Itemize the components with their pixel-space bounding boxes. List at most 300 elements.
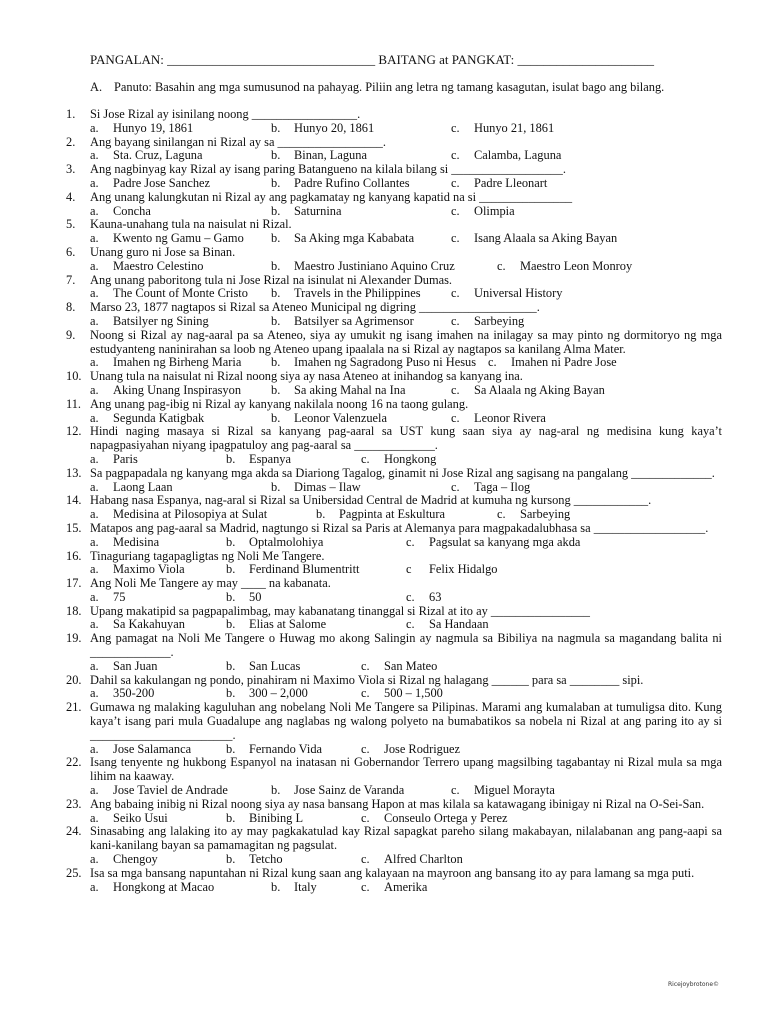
question-14 xyxy=(66,494,722,522)
author-credit: Ricejoybrotone© xyxy=(668,981,720,988)
choice-b xyxy=(226,660,300,674)
question-6 xyxy=(66,246,722,274)
choice-c xyxy=(406,563,498,577)
choice-letter: c. xyxy=(451,783,460,798)
question-stem: Marso 23, 1877 nagtapos si Rizal sa Ateneo Municipal ng digring ___________________. xyxy=(90,300,540,315)
question-stem: Ang unang paboritong tula ni Jose Rizal na isinulat ni Alexander Dumas. xyxy=(90,272,453,287)
question-number: 8. xyxy=(66,300,76,315)
choice-letter: c. xyxy=(451,479,460,494)
choice-text: Concha xyxy=(113,203,151,218)
answer-choices xyxy=(90,481,722,495)
choice-c xyxy=(451,287,562,301)
choice-c xyxy=(497,260,632,274)
choice-text: Leonor Valenzuela xyxy=(294,410,388,425)
question-4 xyxy=(66,191,722,219)
question-22 xyxy=(66,756,722,797)
choice-text: Sta. Cruz, Laguna xyxy=(113,148,203,163)
question-number: 19. xyxy=(66,631,82,646)
answer-choices xyxy=(90,260,722,274)
choice-text: Taga – Ilog xyxy=(474,479,531,494)
choice-letter: b. xyxy=(271,879,281,894)
choice-a xyxy=(90,536,159,550)
question-stem: Isa sa mga bansang napuntahan ni Rizal kung saan ang kalayaan na mayroon ang bansang ito ay para lamang sa mga puti. xyxy=(90,865,695,880)
choice-text: Jose Taviel de Andrade xyxy=(113,783,228,798)
question-5 xyxy=(66,218,722,246)
question-stem: Ang unang kalungkutan ni Rizal ay ang pagkamatay ng kanyang kapatid na si _______________ xyxy=(90,189,573,204)
choice-letter: c. xyxy=(361,686,370,701)
choice-c xyxy=(451,232,617,246)
choice-letter: a. xyxy=(90,258,99,273)
choice-text: Segunda Katigbak xyxy=(113,410,205,425)
answer-choices xyxy=(90,315,722,329)
choice-text: Sa Handaan xyxy=(429,617,489,632)
choice-c xyxy=(451,122,554,136)
question-number: 23. xyxy=(66,796,82,811)
choice-letter: b. xyxy=(271,148,281,163)
choice-text: Calamba, Laguna xyxy=(474,148,562,163)
answer-choices xyxy=(90,687,722,701)
answer-choices xyxy=(90,743,722,757)
question-1 xyxy=(66,108,722,136)
question-stem: Gumawa ng malaking kaguluhan ang nobelang Noli Me Tangere sa Pilipinas. Marami ang kumalaban at tumuligsa dito. Kung kaya’t isang pari mula Guadalupe ang naglabas ng walong polyeto na bumabatikos sa nobela ni Rizal at ang paring ito ay si _______________________. xyxy=(90,700,722,742)
choice-a xyxy=(90,881,214,895)
choice-text: Leonor Rivera xyxy=(474,410,546,425)
choice-text: Universal History xyxy=(474,286,563,301)
choice-text: Pagsulat sa kanyang mga akda xyxy=(429,534,581,549)
choice-text: Miguel Morayta xyxy=(474,783,555,798)
question-11 xyxy=(66,398,722,426)
choice-text: Espanya xyxy=(249,451,291,466)
question-stem: Sa pagpapadala ng kanyang mga akda sa Diariong Tagalog, ginamit ni Jose Rizal ang sagisang na pangalang _____________. xyxy=(90,465,715,480)
answer-choices xyxy=(90,384,722,398)
choice-letter: c. xyxy=(497,507,506,522)
choice-text: Chengoy xyxy=(113,852,158,867)
choice-text: Olimpia xyxy=(474,203,515,218)
instructions xyxy=(90,81,720,95)
question-number: 3. xyxy=(66,162,76,177)
choice-text: 350-200 xyxy=(113,686,155,701)
choice-letter: a. xyxy=(90,686,99,701)
choice-letter: c. xyxy=(361,852,370,867)
choice-letter: c. xyxy=(451,382,460,397)
choice-b xyxy=(271,784,404,798)
choice-text: Alfred Charlton xyxy=(384,852,463,867)
choice-text: Hunyo 20, 1861 xyxy=(294,120,375,135)
choice-a xyxy=(90,149,202,163)
question-17 xyxy=(66,577,722,605)
question-number: 12. xyxy=(66,424,82,439)
question-number: 17. xyxy=(66,576,82,591)
question-24 xyxy=(66,825,722,866)
choice-letter: c. xyxy=(451,286,460,301)
question-stem: Sinasabing ang lalaking ito ay may pagkakatulad kay Rizal sapagkat pareho silang makabayan, nilalabanan ang pang-aapi sa kani-kanilang bayan sa pamamagitan ng pagsulat. xyxy=(90,824,722,853)
choice-a xyxy=(90,508,267,522)
choice-text: San Juan xyxy=(113,658,158,673)
choice-text: Batsilyer ng Sining xyxy=(113,313,209,328)
question-8 xyxy=(66,301,722,329)
choice-a xyxy=(90,177,210,191)
question-number: 6. xyxy=(66,244,76,259)
choice-letter: b. xyxy=(271,382,281,397)
answer-choices xyxy=(90,536,722,550)
choice-c xyxy=(451,481,530,495)
choice-text: Sa Kakahuyan xyxy=(113,617,185,632)
choice-letter: b. xyxy=(271,355,281,370)
answer-choices xyxy=(90,591,722,605)
answer-choices xyxy=(90,232,722,246)
question-stem: Ang unang pag-ibig ni Rizal ay kanyang nakilala noong 16 na taong gulang. xyxy=(90,396,469,411)
choice-letter: a. xyxy=(90,741,99,756)
choice-text: Sa aking Mahal na Ina xyxy=(294,382,406,397)
choice-text: 50 xyxy=(249,589,262,604)
choice-letter: c. xyxy=(361,810,370,825)
choice-letter: b. xyxy=(271,410,281,425)
answer-choices xyxy=(90,784,722,798)
grade-section-label: BAITANG at PANGKAT: xyxy=(378,52,515,67)
choice-b xyxy=(271,412,387,426)
choice-b xyxy=(226,591,261,605)
choice-letter: a. xyxy=(90,120,99,135)
question-number: 10. xyxy=(66,369,82,384)
choice-letter: a. xyxy=(90,852,99,867)
choice-text: 300 – 2,000 xyxy=(249,686,308,701)
choice-letter: b. xyxy=(226,686,236,701)
question-number: 1. xyxy=(66,107,76,121)
question-number: 13. xyxy=(66,465,82,480)
question-21 xyxy=(66,701,722,756)
choice-text: Sarbeying xyxy=(520,507,571,522)
choice-text: Sa Alaala ng Aking Bayan xyxy=(474,382,605,397)
choice-letter: c. xyxy=(451,120,460,135)
choice-letter: b. xyxy=(271,203,281,218)
choice-a xyxy=(90,384,241,398)
choice-letter: b. xyxy=(271,120,281,135)
choice-text: Dimas – Ilaw xyxy=(294,479,361,494)
choice-c xyxy=(361,812,508,826)
choice-c xyxy=(406,536,580,550)
choice-b xyxy=(271,149,367,163)
choice-c xyxy=(361,881,427,895)
choice-b xyxy=(271,205,342,219)
choice-letter: c. xyxy=(451,203,460,218)
answer-choices xyxy=(90,563,722,577)
answer-choices xyxy=(90,412,722,426)
choice-text: Elias at Salome xyxy=(249,617,327,632)
answer-choices xyxy=(90,618,722,632)
choice-letter: b. xyxy=(226,741,236,756)
question-25 xyxy=(66,867,722,895)
question-number: 16. xyxy=(66,548,82,563)
choice-letter: c xyxy=(406,562,412,577)
choice-letter: c. xyxy=(488,355,497,370)
choice-text: 500 – 1,500 xyxy=(384,686,443,701)
question-7 xyxy=(66,274,722,302)
choice-text: Sarbeying xyxy=(474,313,525,328)
choice-letter: a. xyxy=(90,355,99,370)
choice-c xyxy=(451,205,515,219)
choice-letter: a. xyxy=(90,203,99,218)
question-number: 15. xyxy=(66,520,82,535)
answer-choices xyxy=(90,205,722,219)
question-stem: Upang makatipid sa pagpapalimbag, may kabanatang tinanggal si Rizal at ito ay ________________ xyxy=(90,603,590,618)
choice-b xyxy=(226,618,326,632)
question-number: 11. xyxy=(66,396,82,411)
question-20 xyxy=(66,674,722,702)
choice-text: Fernando Vida xyxy=(249,741,323,756)
question-number: 18. xyxy=(66,603,82,618)
choice-text: Maestro Justiniano Aquino Cruz xyxy=(294,258,455,273)
choice-letter: b. xyxy=(271,258,281,273)
choice-text: Imahen ng Sagradong Puso ni Hesus xyxy=(294,355,477,370)
choice-letter: b. xyxy=(271,286,281,301)
question-number: 2. xyxy=(66,134,76,149)
choice-letter: b. xyxy=(226,534,236,549)
question-number: 4. xyxy=(66,189,76,204)
choice-letter: b. xyxy=(271,479,281,494)
choice-text: Pagpinta at Eskultura xyxy=(339,507,445,522)
choice-text: Hunyo 19, 1861 xyxy=(113,120,194,135)
question-stem: Habang nasa Espanya, nag-aral si Rizal sa Unibersidad Central de Madrid at kumuha ng kursong ____________. xyxy=(90,493,652,508)
choice-letter: b. xyxy=(226,617,236,632)
answer-choices xyxy=(90,356,722,370)
choice-c xyxy=(451,149,561,163)
choice-letter: b. xyxy=(271,175,281,190)
choice-c xyxy=(451,412,546,426)
choice-c xyxy=(451,177,547,191)
question-stem: Kauna-unahang tula na naisulat ni Rizal. xyxy=(90,217,292,232)
choice-c xyxy=(361,660,437,674)
choice-letter: a. xyxy=(90,286,99,301)
choice-letter: b. xyxy=(271,231,281,246)
question-stem: Unang tula na naisulat ni Rizal noong siya ay nasa Ateneo at inihandog sa kanyang ina. xyxy=(90,369,523,384)
choice-b xyxy=(271,356,476,370)
question-number: 22. xyxy=(66,755,82,770)
choice-text: Padre Rufino Collantes xyxy=(294,175,410,190)
question-stem: Matapos ang pag-aaral sa Madrid, nagtungo si Rizal sa Paris at Alemanya para magpakadalubhasa sa __________________. xyxy=(90,520,709,535)
choice-text: Medisina at Pilosopiya at Sulat xyxy=(113,507,268,522)
question-stem: Ang babaing inibig ni Rizal noong siya ay nasa bansang Hapon at mas kilala sa katawagang ibinigay ni Rizal na O-Sei-San. xyxy=(90,796,705,811)
choice-text: Maximo Viola xyxy=(113,562,185,577)
choice-text: Conseulo Ortega y Perez xyxy=(384,810,508,825)
choice-c xyxy=(361,687,443,701)
choice-b xyxy=(271,287,421,301)
choice-letter: a. xyxy=(90,175,99,190)
choice-c xyxy=(497,508,570,522)
question-stem: Hindi naging masaya si Rizal sa kanyang pag-aaral sa UST kung saan siya ay nag-aral ng medisina kung kaya’t napagpasiyahan niyang ipagpatuloy ang pag-aaral sa _____________. xyxy=(90,424,722,453)
choice-a xyxy=(90,618,185,632)
choice-b xyxy=(271,881,317,895)
choice-letter: a. xyxy=(90,658,99,673)
choice-a xyxy=(90,287,248,301)
choice-a xyxy=(90,743,191,757)
choice-b xyxy=(226,536,323,550)
choice-b xyxy=(226,853,283,867)
choice-text: Batsilyer sa Agrimensor xyxy=(294,313,414,328)
choice-letter: b. xyxy=(226,852,236,867)
choice-a xyxy=(90,315,209,329)
choice-a xyxy=(90,853,158,867)
answer-choices xyxy=(90,853,722,867)
choice-letter: a. xyxy=(90,479,99,494)
choice-letter: b. xyxy=(271,313,281,328)
question-16 xyxy=(66,550,722,578)
choice-letter: a. xyxy=(90,783,99,798)
answer-choices xyxy=(90,177,722,191)
choice-a xyxy=(90,812,168,826)
choice-letter: b. xyxy=(226,589,236,604)
choice-text: 63 xyxy=(429,589,442,604)
answer-choices xyxy=(90,881,722,895)
choice-a xyxy=(90,205,151,219)
choice-letter: c. xyxy=(451,231,460,246)
choice-c xyxy=(451,784,555,798)
choice-text: Saturnina xyxy=(294,203,342,218)
choice-text: Aking Unang Inspirasyon xyxy=(113,382,242,397)
choice-letter: c. xyxy=(451,175,460,190)
choice-text: Medisina xyxy=(113,534,160,549)
choice-c xyxy=(361,743,460,757)
question-stem: Tinaguriang tagapagligtas ng Noli Me Tangere. xyxy=(90,548,325,563)
choice-a xyxy=(90,563,185,577)
choice-a xyxy=(90,122,193,136)
instruction-text: Panuto: Basahin ang mga sumusunod na pahayag. Piliin ang letra ng tamang kasagutan, isulat bago ang bilang. xyxy=(114,80,665,94)
choice-b xyxy=(271,122,374,136)
choice-text: Ferdinand Blumentritt xyxy=(249,562,360,577)
question-stem: Ang bayang sinilangan ni Rizal ay sa _________________. xyxy=(90,134,386,149)
question-stem: Ang nagbinyag kay Rizal ay isang paring Batangueno na kilala bilang si __________________. xyxy=(90,162,566,177)
question-18 xyxy=(66,605,722,633)
grade-section-blank: _____________________ xyxy=(517,52,654,67)
choice-c xyxy=(406,618,489,632)
question-3 xyxy=(66,163,722,191)
question-number: 9. xyxy=(66,327,76,342)
choice-c xyxy=(361,453,436,467)
choice-c xyxy=(488,356,617,370)
answer-choices xyxy=(90,453,722,467)
question-stem: Dahil sa kakulangan ng pondo, pinahiram ni Maximo Viola si Rizal ng halagang ______ para sa ________ sipi. xyxy=(90,672,644,687)
choice-text: San Lucas xyxy=(249,658,301,673)
choice-text: Hongkong xyxy=(384,451,437,466)
choice-b xyxy=(226,453,291,467)
choice-letter: b. xyxy=(226,562,236,577)
choice-b xyxy=(271,232,414,246)
answer-choices xyxy=(90,812,722,826)
choice-text: Isang Alaala sa Aking Bayan xyxy=(474,231,618,246)
choice-letter: c. xyxy=(361,451,370,466)
choice-letter: b. xyxy=(226,810,236,825)
name-blank: ________________________________ xyxy=(167,52,376,67)
choice-text: Maestro Celestino xyxy=(113,258,204,273)
question-number: 24. xyxy=(66,824,82,839)
choice-text: Imahen ni Padre Jose xyxy=(511,355,617,370)
choice-c xyxy=(406,591,441,605)
choice-text: Felix Hidalgo xyxy=(429,562,498,577)
choice-a xyxy=(90,356,241,370)
choice-b xyxy=(226,743,322,757)
choice-letter: c. xyxy=(406,589,415,604)
question-number: 25. xyxy=(66,865,82,880)
choice-letter: a. xyxy=(90,382,99,397)
choice-b xyxy=(271,260,455,274)
choice-letter: c. xyxy=(451,313,460,328)
choice-letter: a. xyxy=(90,148,99,163)
choice-letter: c. xyxy=(406,617,415,632)
choice-letter: c. xyxy=(361,879,370,894)
answer-choices xyxy=(90,508,722,522)
question-number: 20. xyxy=(66,672,82,687)
question-2 xyxy=(66,136,722,164)
choice-letter: c. xyxy=(497,258,506,273)
question-23 xyxy=(66,798,722,826)
choice-text: Binan, Laguna xyxy=(294,148,367,163)
choice-b xyxy=(226,563,359,577)
choice-text: Maestro Leon Monroy xyxy=(520,258,633,273)
choice-letter: b. xyxy=(316,507,326,522)
choice-letter: b. xyxy=(226,658,236,673)
choice-letter: a. xyxy=(90,313,99,328)
choice-text: Amerika xyxy=(384,879,428,894)
answer-choices xyxy=(90,149,722,163)
choice-text: San Mateo xyxy=(384,658,438,673)
choice-a xyxy=(90,481,173,495)
choice-a xyxy=(90,591,125,605)
choice-text: Paris xyxy=(113,451,138,466)
question-number: 21. xyxy=(66,700,82,715)
choice-text: Travels in the Philippines xyxy=(294,286,421,301)
choice-text: Padre Lleonart xyxy=(474,175,548,190)
choice-text: Imahen ng Birheng Maria xyxy=(113,355,242,370)
choice-letter: b. xyxy=(271,783,281,798)
choice-letter: a. xyxy=(90,562,99,577)
choice-b xyxy=(271,481,361,495)
choice-a xyxy=(90,260,204,274)
question-stem: Unang guro ni Jose sa Binan. xyxy=(90,244,236,259)
question-19 xyxy=(66,632,722,673)
name-label: PANGALAN: xyxy=(90,52,164,67)
choice-a xyxy=(90,660,157,674)
question-9 xyxy=(66,329,722,370)
choice-c xyxy=(451,384,605,398)
choice-letter: a. xyxy=(90,879,99,894)
choice-text: Laong Laan xyxy=(113,479,173,494)
choice-text: Kwento ng Gamu – Gamo xyxy=(113,231,244,246)
question-13 xyxy=(66,467,722,495)
choice-c xyxy=(451,315,524,329)
question-list xyxy=(66,108,722,894)
worksheet-header xyxy=(90,53,710,67)
choice-text: Hunyo 21, 1861 xyxy=(474,120,555,135)
choice-letter: a. xyxy=(90,451,99,466)
choice-b xyxy=(316,508,445,522)
choice-a xyxy=(90,687,154,701)
choice-text: Hongkong at Macao xyxy=(113,879,215,894)
choice-letter: a. xyxy=(90,810,99,825)
question-number: 7. xyxy=(66,272,76,287)
choice-b xyxy=(226,687,308,701)
choice-letter: c. xyxy=(361,741,370,756)
choice-letter: a. xyxy=(90,507,99,522)
question-number: 14. xyxy=(66,493,82,508)
choice-text: The Count of Monte Cristo xyxy=(113,286,248,301)
choice-c xyxy=(361,853,463,867)
choice-letter: a. xyxy=(90,617,99,632)
answer-choices xyxy=(90,287,722,301)
instruction-letter: A. xyxy=(90,80,103,94)
choice-text: Seiko Usui xyxy=(113,810,168,825)
choice-letter: a. xyxy=(90,589,99,604)
answer-choices xyxy=(90,122,722,136)
choice-text: Optalmolohiya xyxy=(249,534,324,549)
